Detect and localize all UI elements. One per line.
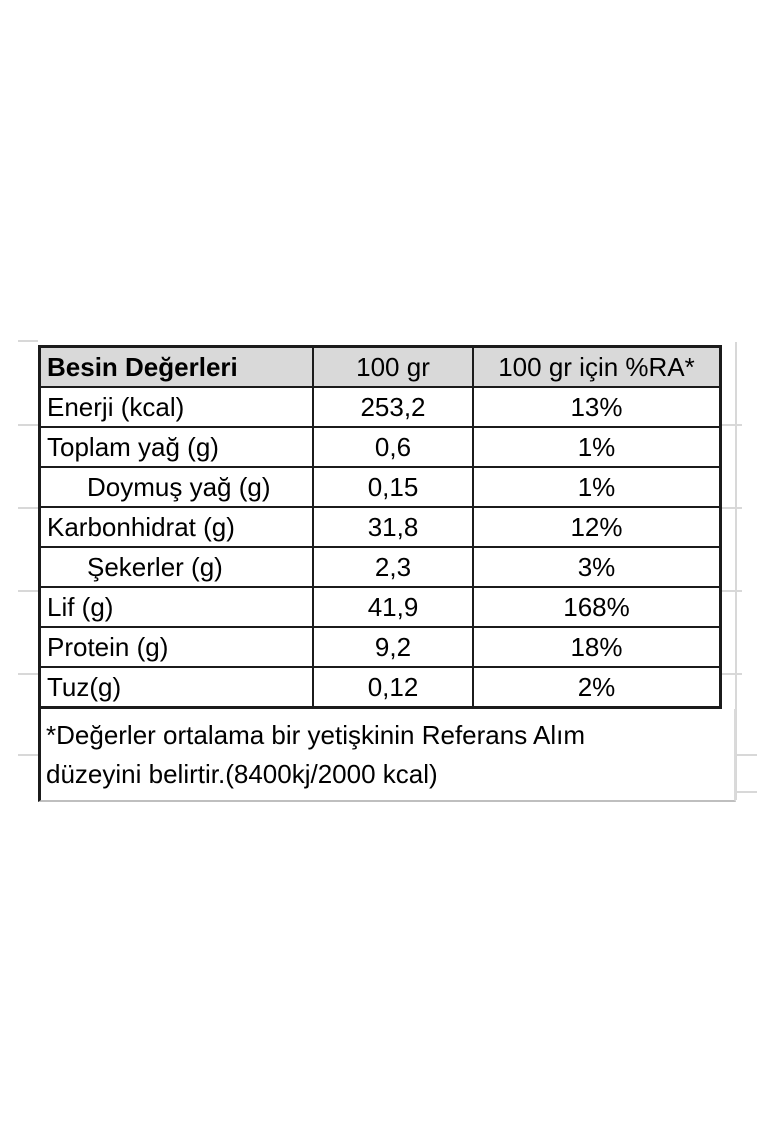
gridline (736, 754, 757, 756)
nutrient-name-cell: Toplam yağ (g) (41, 428, 314, 466)
header-per-100g-label: 100 gr (314, 348, 474, 386)
nutrition-facts-table (38, 345, 722, 802)
reference-intake-cell: 12% (570, 512, 623, 542)
nutrient-name-cell: Şekerler (g) (41, 548, 314, 586)
value-cell: 31,8 (314, 508, 474, 546)
footnote-line-1: *Değerler ortalama bir yetişkinin Referans Alım (46, 720, 585, 750)
table-row-total-fat (41, 428, 719, 468)
header-nutrient-label: Besin Değerleri (41, 348, 314, 386)
nutrition-table (38, 345, 722, 709)
gridline (722, 590, 742, 592)
value-cell: 253,2 (314, 388, 474, 426)
reference-intake-cell: 1% (577, 432, 616, 462)
table-header-row (41, 348, 719, 388)
value-cell: 0,12 (314, 668, 474, 706)
table-row-carbohydrate (41, 508, 719, 548)
gridline (722, 424, 742, 426)
table-row-sugars (41, 548, 719, 588)
value-cell: 41,9 (314, 588, 474, 626)
reference-intake-footnote (38, 709, 736, 802)
reference-intake-cell: 168% (563, 592, 630, 622)
reference-intake-cell: 3% (577, 552, 616, 582)
gridline (18, 673, 38, 675)
nutrient-name-cell: Lif (g) (41, 588, 314, 626)
gridline (722, 673, 742, 675)
reference-intake-cell: 13% (570, 392, 623, 422)
nutrient-name-cell: Protein (g) (41, 628, 314, 666)
nutrient-name-cell: Karbonhidrat (g) (41, 508, 314, 546)
value-cell: 2,3 (314, 548, 474, 586)
gridline (18, 754, 38, 756)
reference-intake-cell: 2% (577, 672, 616, 702)
value-cell: 0,15 (314, 468, 474, 506)
nutrient-name-cell: Tuz(g) (41, 668, 314, 706)
table-row-energy (41, 388, 719, 428)
footnote-line-2: düzeyini belirtir.(8400kj/2000 kcal) (46, 759, 438, 789)
gridline (18, 507, 38, 509)
header-reference-intake-label: 100 gr için %RA* (498, 352, 695, 382)
table-row-fiber (41, 588, 719, 628)
value-cell: 9,2 (314, 628, 474, 666)
gridline (18, 340, 38, 342)
table-row-protein (41, 628, 719, 668)
table-row-salt (41, 668, 719, 706)
table-row-saturated-fat (41, 468, 719, 508)
gridline (722, 507, 742, 509)
nutrient-name-cell: Enerji (kcal) (41, 388, 314, 426)
reference-intake-cell: 18% (570, 632, 623, 662)
reference-intake-cell: 1% (577, 472, 616, 502)
nutrient-name-cell: Doymuş yağ (g) (41, 468, 314, 506)
value-cell: 0,6 (314, 428, 474, 466)
gridline (18, 424, 38, 426)
gridline (18, 590, 38, 592)
gridline (736, 791, 757, 793)
